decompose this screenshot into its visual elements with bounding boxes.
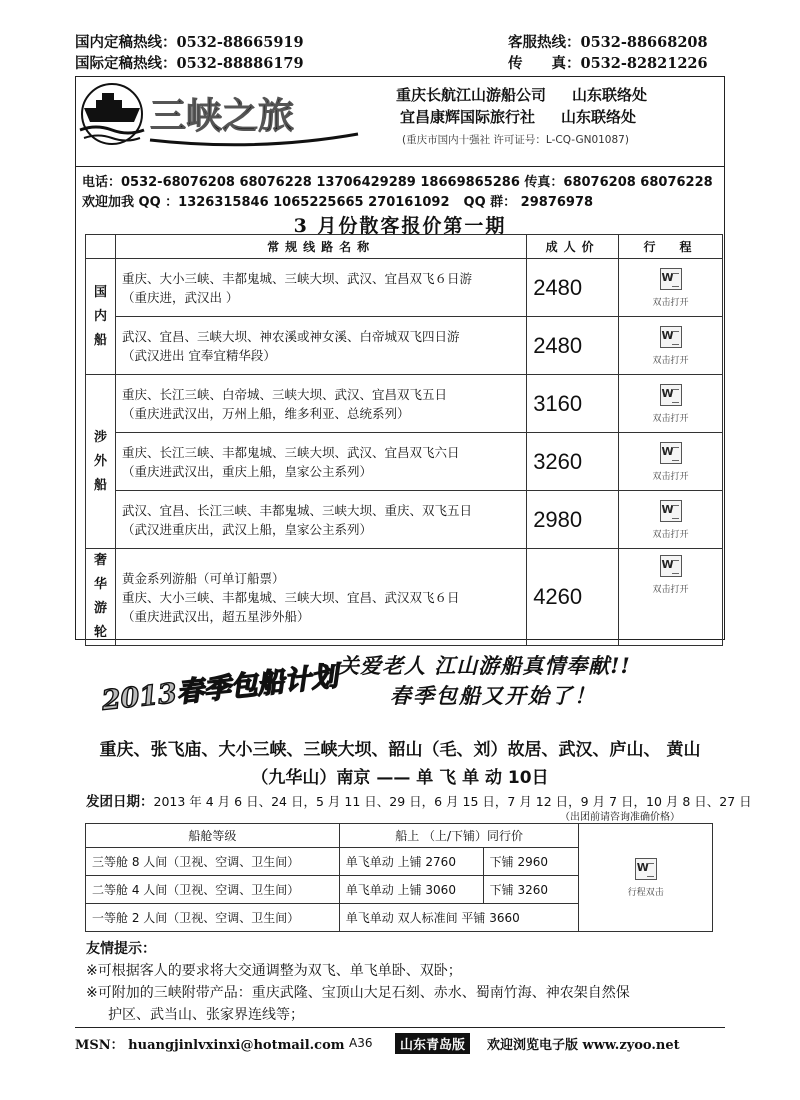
service-hotline: 客服热线：0532-88668208: [508, 34, 708, 51]
table-row: [86, 259, 723, 317]
open-itinerary-link[interactable]: W 双击打开: [619, 375, 723, 433]
domestic-hotline: 国内定稿热线：0532-88665919: [75, 34, 304, 51]
adult-price: 2480: [527, 317, 619, 375]
header-adult-price: 成人价: [527, 235, 619, 259]
slogan-care-elderly: 关爱老人 江山游船真情奉献!!: [338, 653, 631, 678]
header-cabin-class: 船舱等级: [86, 824, 340, 848]
route-name: 重庆、长江三峡、丰都鬼城、三峡大坝、武汉、宜昌双飞六日 （重庆进武汉出，重庆上船，皇家公主系列）: [115, 433, 526, 491]
company-office-2: 山东联络处: [561, 108, 637, 126]
word-document-icon: [660, 384, 682, 406]
adult-price: 2480: [527, 259, 619, 317]
friendly-tips: [86, 938, 630, 1026]
table-row: [86, 549, 723, 646]
route-name: 重庆、大小三峡、丰都鬼城、三峡大坝、武汉、宜昌双飞６日游 （重庆进，武汉出 ）: [115, 259, 526, 317]
contact-phone: 电话：0532-68076208 68076228 13706429289 18669865286: [82, 175, 520, 190]
company-name-1: 重庆长航江山游船公司: [396, 86, 547, 104]
international-hotline: 国际定稿热线：0532-88886179: [75, 55, 304, 72]
slogan-spring-charter: 春季包船又开始了！: [390, 683, 597, 708]
route-name: 武汉、宜昌、长江三峡、丰都鬼城、三峡大坝、重庆、双飞五日 （武汉进重庆出，武汉上船，皇家公主系列）: [115, 491, 526, 549]
open-itinerary-link[interactable]: W 双击打开: [619, 433, 723, 491]
hotlines-right: [508, 32, 708, 74]
msn-contact: MSN： huangjinlvxinxi@hotmail.com: [75, 1038, 345, 1053]
tip-item-continued: 护区、武当山、张家界连线等；: [108, 1007, 304, 1023]
company-info: [396, 84, 647, 128]
logo-text: 三峡之旅: [150, 95, 295, 137]
header-route-name: 常规线路名称: [115, 235, 526, 259]
divider: [75, 166, 725, 167]
word-document-icon: [660, 442, 682, 464]
page-number: A36: [349, 1036, 373, 1050]
hotlines-left: [75, 32, 304, 74]
route-name: 黄金系列游船（可单订船票） 重庆、大小三峡、丰都鬼城、三峡大坝、宜昌、武汉双飞６日 （重庆进武汉出，超五星涉外船）: [115, 549, 526, 646]
open-itinerary-link[interactable]: W 双击打开: [619, 317, 723, 375]
route-name: 重庆、长江三峡、白帝城、三峡大坝、武汉、宜昌双飞五日 （重庆进武汉出，万州上船，维多利亚、总统系列）: [115, 375, 526, 433]
adult-price: 3260: [527, 433, 619, 491]
contact-qq: 欢迎加我 QQ ：1326315846 1065225665 270161092: [82, 195, 450, 210]
tip-item: ※可附加的三峡附带产品：重庆武隆、宝顶山大足石刻、赤水、蜀南竹海、神农架自然保: [86, 985, 630, 1001]
table-row: [86, 433, 723, 491]
category-foreign: 涉 外 船: [86, 375, 116, 549]
website-link[interactable]: 欢迎浏览电子版 www.zyoo.net: [487, 1038, 680, 1053]
category-luxury: 奢 华 游 轮: [86, 549, 116, 646]
word-document-icon: [660, 326, 682, 348]
cabin-class: 三等舱 8 人间（卫视、空调、卫生间）: [86, 848, 340, 876]
lower-berth-price: 下铺 2960: [483, 848, 579, 876]
contact-fax: 传真：68076208 68076228: [524, 175, 713, 190]
header-peer-price: 船上 （上/下铺）同行价: [339, 824, 579, 848]
adult-price: 3160: [527, 375, 619, 433]
cabin-class: 二等舱 4 人间（卫视、空调、卫生间）: [86, 876, 340, 904]
charter-route: 重庆、张飞庙、大小三峡、三峡大坝、韶山（毛、刘）故居、武汉、庐山、 黄山 （九华山）南京 —— 单 飞 单 动 10日: [99, 740, 701, 788]
table-row: [86, 824, 713, 848]
route-price-table: [85, 234, 723, 646]
company-name-2: 宜昌康辉国际旅行社: [400, 108, 536, 126]
header-itinerary: 行 程: [619, 235, 723, 259]
word-document-icon: [635, 858, 657, 880]
open-itinerary-link[interactable]: W 双击打开: [619, 259, 723, 317]
cabin-itinerary-link[interactable]: W 行程双击: [579, 824, 713, 932]
open-itinerary-link[interactable]: W 双击打开: [619, 549, 723, 646]
company-office-1: 山东联络处: [572, 86, 648, 104]
upper-berth-price: 单飞单动 上铺 3060: [339, 876, 483, 904]
cabin-class: 一等舱 2 人间（卫视、空调、卫生间）: [86, 904, 340, 932]
contact-block: [82, 173, 713, 213]
fax-line: 传 真：0532-82821226: [508, 55, 708, 72]
three-gorges-logo: [76, 78, 364, 158]
adult-price: 2980: [527, 491, 619, 549]
tips-title: 友情提示：: [86, 941, 156, 957]
departure-dates: 发团日期：2013 年 4 月 6 日、24 日，5 月 11 日、29 日，6 月 15 日，7 月 12 日，9 月 7 日，10 月 8 日、27 日: [86, 794, 752, 810]
upper-berth-price: 单飞单动 上铺 2760: [339, 848, 483, 876]
open-itinerary-link[interactable]: W 双击打开: [619, 491, 723, 549]
departure-note: （出团前请咨询准确价格）: [560, 812, 680, 823]
adult-price: 4260: [527, 549, 619, 646]
word-document-icon: [660, 555, 682, 577]
footer: [75, 1032, 725, 1054]
table-row: [86, 491, 723, 549]
license-note: (重庆市国内十强社 许可证号：L-CQ-GN01087): [402, 134, 629, 146]
edition-badge: 山东青岛版: [395, 1033, 470, 1054]
word-document-icon: [660, 268, 682, 290]
divider: [75, 1027, 725, 1028]
route-name: 武汉、宜昌、三峡大坝、神农溪或神女溪、白帝城双飞四日游 （武汉进出 宜奉宜精华段）: [115, 317, 526, 375]
ship-emblem-icon: [80, 84, 144, 144]
word-document-icon: [660, 500, 682, 522]
period-title: 3 月份散客报价第一期: [293, 215, 507, 237]
tip-item: ※可根据客人的要求将大交通调整为双飞、单飞单卧、双卧；: [86, 963, 462, 979]
spring-charter-logo: [95, 652, 340, 722]
lower-berth-price: 下铺 3260: [483, 876, 579, 904]
category-domestic: 国 内 船: [86, 259, 116, 375]
svg-text:2013春季包船计划: 2013春季包船计划: [100, 661, 340, 717]
contact-qq-group: QQ 群： 29876978: [463, 195, 594, 210]
cabin-price-table: [85, 823, 713, 932]
table-row: [86, 375, 723, 433]
table-row: [86, 317, 723, 375]
standard-room-price: 单飞单动 双人标准间 平铺 3660: [339, 904, 579, 932]
